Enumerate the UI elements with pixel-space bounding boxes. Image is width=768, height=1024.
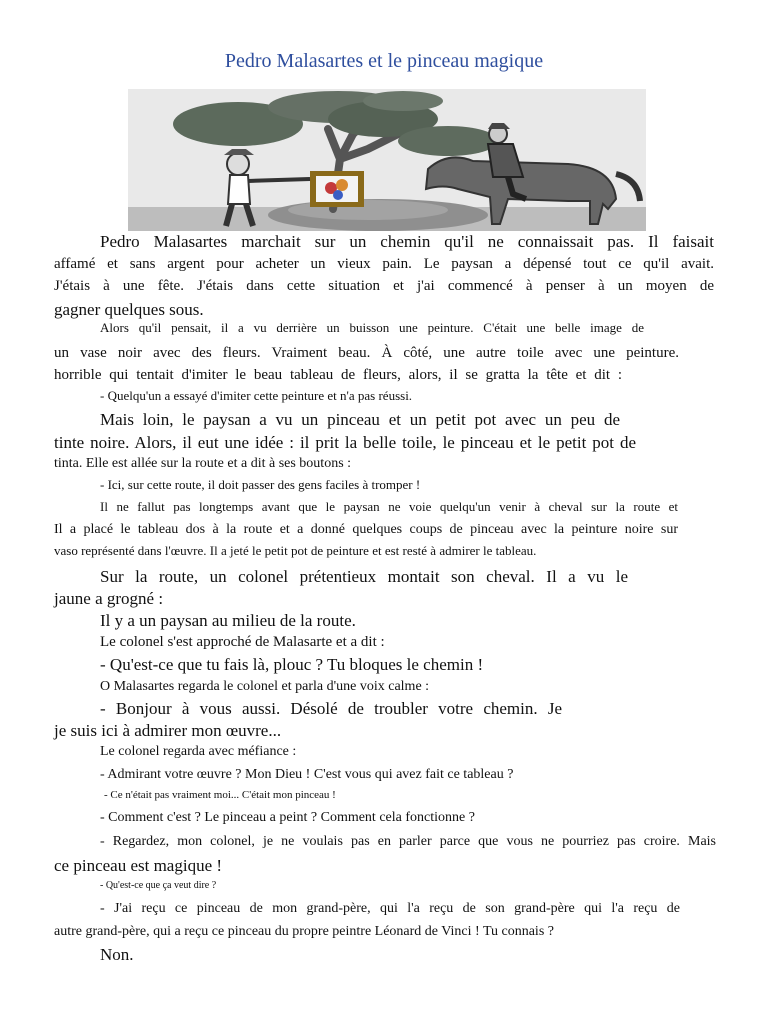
text-line: J'étais à une fête. J'étais dans cette situation et j'ai commencé à penser à un moyen de <box>54 278 714 294</box>
text-line: - Bonjour à vous aussi. Désolé de troubler votre chemin. Je <box>100 699 562 718</box>
text-line: affamé et sans argent pour acheter un vieux pain. Le paysan a dépensé tout ce qu'il avait. <box>54 256 714 272</box>
text-line: tinte noire. Alors, il eut une idée : il prit la belle toile, le pinceau et le petit pot de <box>54 433 636 452</box>
text-line: O Malasartes regarda le colonel et parla d'une voix calme : <box>100 679 430 694</box>
text-line: Il y a un paysan au milieu de la route. <box>100 611 356 630</box>
text-line: un vase noir avec des fleurs. Vraiment beau. À côté, une autre toile avec une peinture. <box>54 345 679 361</box>
text-line: vaso représenté dans l'œuvre. Il a jeté le petit pot de peinture et est resté à admirer le tableau. <box>54 543 537 558</box>
text-line: Alors qu'il pensait, il a vu derrière un buisson une peinture. C'était une belle image de <box>100 320 644 335</box>
text-line: gagner quelques sous. <box>54 300 204 319</box>
text-line: - Regardez, mon colonel, je ne voulais pas en parler parce que vous ne pourriez pas croire. Mais <box>100 834 716 849</box>
text-line: jaune a grogné : <box>54 589 164 608</box>
text-line: - Qu'est-ce que ça veut dire ? <box>100 880 217 891</box>
text-line: - Admirant votre œuvre ? Mon Dieu ! C'est vous qui avez fait ce tableau ? <box>100 767 514 782</box>
text-line: Il ne fallut pas longtemps avant que le paysan ne voie quelqu'un venir à cheval sur la route et <box>100 499 678 514</box>
text-line: Il a placé le tableau dos à la route et a donné quelques coups de pinceau avec la peinture noire sur <box>54 522 678 537</box>
text-line: - Ici, sur cette route, il doit passer des gens faciles à tromper ! <box>100 477 421 492</box>
document-title: Pedro Malasartes et le pinceau magique <box>224 50 544 72</box>
text-line: - Qu'est-ce que tu fais là, plouc ? Tu bloques le chemin ! <box>100 655 484 674</box>
text-line: Le colonel s'est approché de Malasarte et a dit : <box>100 634 385 650</box>
text-line: horrible qui tentait d'imiter le beau tableau de fleurs, alors, il se gratta la tête et dit : <box>54 367 622 383</box>
illustration-drawing <box>128 89 646 231</box>
text-line: Pedro Malasartes marchait sur un chemin qu'il ne connaissait pas. Il faisait <box>100 232 714 251</box>
text-line: Non. <box>100 945 134 964</box>
text-line: ce pinceau est magique ! <box>54 856 223 875</box>
text-line: je suis ici à admirer mon œuvre... <box>54 721 282 740</box>
text-line: - Quelqu'un a essayé d'imiter cette peinture et n'a pas réussi. <box>100 388 413 403</box>
text-line: - Comment c'est ? Le pinceau a peint ? Comment cela fonctionne ? <box>100 810 475 825</box>
text-line: tinta. Elle est allée sur la route et a dit à ses boutons : <box>54 456 352 471</box>
text-line: autre grand-père, qui a reçu ce pinceau du propre peintre Léonard de Vinci ! Tu connais ? <box>54 924 554 939</box>
text-line: Le colonel regarda avec méfiance : <box>100 744 297 759</box>
story-illustration <box>128 89 646 231</box>
text-line: Sur la route, un colonel prétentieux montait son cheval. Il a vu le <box>100 567 628 586</box>
text-line: - J'ai reçu ce pinceau de mon grand-père, qui l'a reçu de son grand-père qui l'a reçu de <box>100 901 680 916</box>
text-line: - Ce n'était pas vraiment moi... C'était mon pinceau ! <box>104 789 336 801</box>
text-line: Mais loin, le paysan a vu un pinceau et un petit pot avec un peu de <box>100 410 620 429</box>
